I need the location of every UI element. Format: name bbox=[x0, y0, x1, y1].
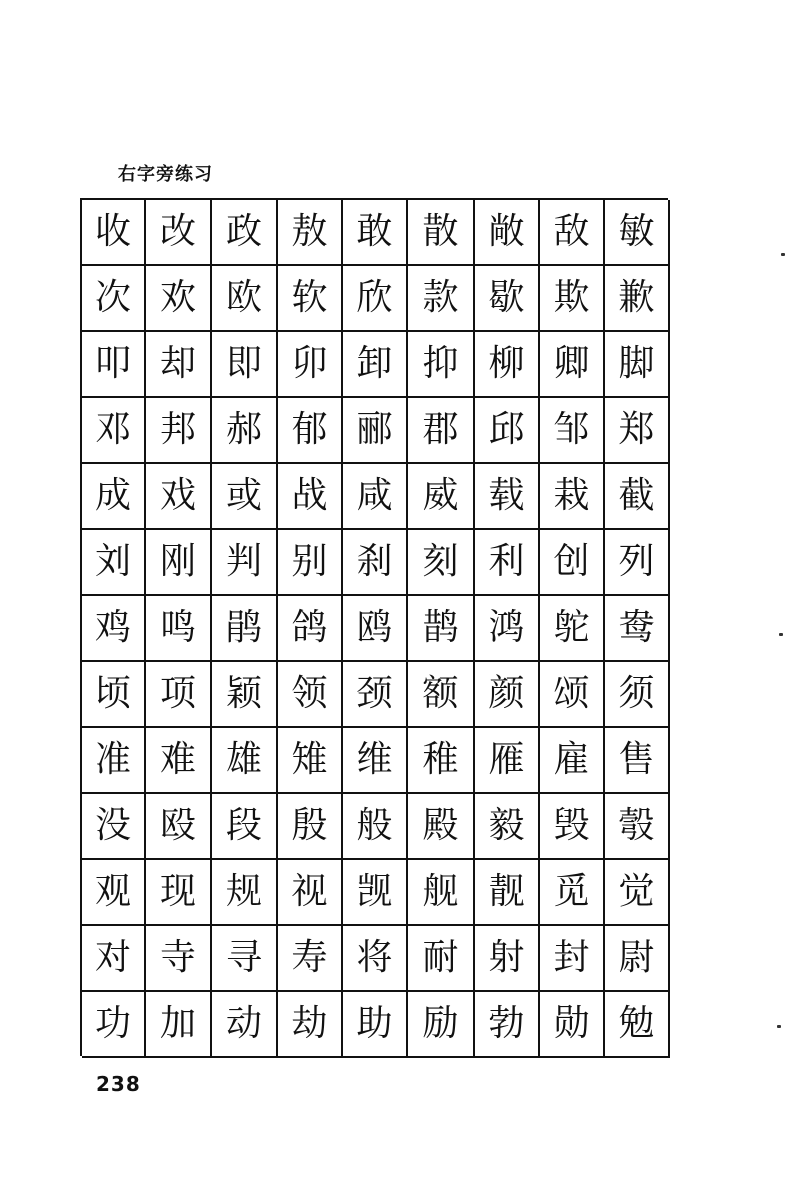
character-cell: 颈 bbox=[343, 662, 408, 728]
character-cell: 或 bbox=[212, 464, 278, 530]
character-cell: 鸡 bbox=[82, 596, 146, 662]
character-cell: 邹 bbox=[540, 398, 605, 464]
character-cell: 刚 bbox=[146, 530, 212, 596]
character-cell: 鹃 bbox=[212, 596, 278, 662]
character-cell: 创 bbox=[540, 530, 605, 596]
scan-speck bbox=[777, 1025, 781, 1028]
character-cell: 准 bbox=[82, 728, 146, 794]
character-cell: 卿 bbox=[540, 332, 605, 398]
character-cell: 别 bbox=[278, 530, 343, 596]
character-cell: 加 bbox=[146, 992, 212, 1058]
character-cell: 觊 bbox=[343, 860, 408, 926]
character-cell: 载 bbox=[475, 464, 540, 530]
character-cell: 励 bbox=[408, 992, 475, 1058]
character-cell: 舰 bbox=[408, 860, 475, 926]
character-cell: 鸥 bbox=[343, 596, 408, 662]
character-cell: 封 bbox=[540, 926, 605, 992]
character-cell: 刹 bbox=[343, 530, 408, 596]
character-cell: 没 bbox=[82, 794, 146, 860]
character-cell: 寻 bbox=[212, 926, 278, 992]
character-cell: 维 bbox=[343, 728, 408, 794]
character-cell: 领 bbox=[278, 662, 343, 728]
character-cell: 功 bbox=[82, 992, 146, 1058]
character-cell: 咸 bbox=[343, 464, 408, 530]
character-cell: 对 bbox=[82, 926, 146, 992]
character-cell: 却 bbox=[146, 332, 212, 398]
character-practice-grid bbox=[80, 198, 668, 1056]
character-cell: 鹊 bbox=[408, 596, 475, 662]
character-cell: 柳 bbox=[475, 332, 540, 398]
character-cell: 寿 bbox=[278, 926, 343, 992]
character-cell: 款 bbox=[408, 266, 475, 332]
character-cell: 刘 bbox=[82, 530, 146, 596]
character-cell: 叩 bbox=[82, 332, 146, 398]
character-cell: 项 bbox=[146, 662, 212, 728]
page-number: 238 bbox=[96, 1072, 141, 1096]
character-cell: 勋 bbox=[540, 992, 605, 1058]
character-cell: 脚 bbox=[605, 332, 670, 398]
character-cell: 改 bbox=[146, 200, 212, 266]
character-cell: 郦 bbox=[343, 398, 408, 464]
character-cell: 鸿 bbox=[475, 596, 540, 662]
character-cell: 截 bbox=[605, 464, 670, 530]
character-cell: 尉 bbox=[605, 926, 670, 992]
character-cell: 规 bbox=[212, 860, 278, 926]
character-cell: 散 bbox=[408, 200, 475, 266]
character-cell: 软 bbox=[278, 266, 343, 332]
character-cell: 鸣 bbox=[146, 596, 212, 662]
character-cell: 郑 bbox=[605, 398, 670, 464]
character-cell: 勉 bbox=[605, 992, 670, 1058]
character-cell: 郡 bbox=[408, 398, 475, 464]
character-cell: 戏 bbox=[146, 464, 212, 530]
character-cell: 刻 bbox=[408, 530, 475, 596]
character-cell: 顷 bbox=[82, 662, 146, 728]
character-cell: 段 bbox=[212, 794, 278, 860]
character-cell: 视 bbox=[278, 860, 343, 926]
character-cell: 次 bbox=[82, 266, 146, 332]
character-cell: 雉 bbox=[278, 728, 343, 794]
character-cell: 劫 bbox=[278, 992, 343, 1058]
character-cell: 收 bbox=[82, 200, 146, 266]
character-cell: 鸵 bbox=[540, 596, 605, 662]
scan-speck bbox=[781, 253, 785, 256]
character-cell: 颂 bbox=[540, 662, 605, 728]
character-cell: 般 bbox=[343, 794, 408, 860]
character-cell: 觅 bbox=[540, 860, 605, 926]
scan-speck bbox=[779, 633, 783, 636]
character-cell: 寺 bbox=[146, 926, 212, 992]
character-cell: 战 bbox=[278, 464, 343, 530]
character-cell: 敏 bbox=[605, 200, 670, 266]
character-cell: 敞 bbox=[475, 200, 540, 266]
character-cell: 鸯 bbox=[605, 596, 670, 662]
character-cell: 勃 bbox=[475, 992, 540, 1058]
character-cell: 政 bbox=[212, 200, 278, 266]
character-cell: 欣 bbox=[343, 266, 408, 332]
character-cell: 毅 bbox=[475, 794, 540, 860]
character-cell: 将 bbox=[343, 926, 408, 992]
character-cell: 鸽 bbox=[278, 596, 343, 662]
character-cell: 雄 bbox=[212, 728, 278, 794]
character-cell: 射 bbox=[475, 926, 540, 992]
character-cell: 难 bbox=[146, 728, 212, 794]
character-cell: 颜 bbox=[475, 662, 540, 728]
character-cell: 观 bbox=[82, 860, 146, 926]
page-title: 右字旁练习 bbox=[118, 164, 213, 185]
character-cell: 雁 bbox=[475, 728, 540, 794]
character-cell: 卸 bbox=[343, 332, 408, 398]
character-cell: 欢 bbox=[146, 266, 212, 332]
character-cell: 卯 bbox=[278, 332, 343, 398]
character-cell: 现 bbox=[146, 860, 212, 926]
character-cell: 邓 bbox=[82, 398, 146, 464]
character-cell: 额 bbox=[408, 662, 475, 728]
character-cell: 郁 bbox=[278, 398, 343, 464]
character-cell: 敢 bbox=[343, 200, 408, 266]
character-cell: 欧 bbox=[212, 266, 278, 332]
character-cell: 殿 bbox=[408, 794, 475, 860]
character-cell: 耐 bbox=[408, 926, 475, 992]
character-cell: 颖 bbox=[212, 662, 278, 728]
character-cell: 毁 bbox=[540, 794, 605, 860]
character-cell: 觉 bbox=[605, 860, 670, 926]
character-cell: 欺 bbox=[540, 266, 605, 332]
character-cell: 威 bbox=[408, 464, 475, 530]
character-cell: 殷 bbox=[278, 794, 343, 860]
character-cell: 靓 bbox=[475, 860, 540, 926]
character-cell: 售 bbox=[605, 728, 670, 794]
character-cell: 稚 bbox=[408, 728, 475, 794]
character-cell: 判 bbox=[212, 530, 278, 596]
character-cell: 邦 bbox=[146, 398, 212, 464]
character-cell: 须 bbox=[605, 662, 670, 728]
character-cell: 雇 bbox=[540, 728, 605, 794]
character-cell: 邱 bbox=[475, 398, 540, 464]
character-cell: 助 bbox=[343, 992, 408, 1058]
character-cell: 动 bbox=[212, 992, 278, 1058]
character-cell: 殴 bbox=[146, 794, 212, 860]
character-cell: 郝 bbox=[212, 398, 278, 464]
character-cell: 敌 bbox=[540, 200, 605, 266]
character-cell: 抑 bbox=[408, 332, 475, 398]
character-cell: 栽 bbox=[540, 464, 605, 530]
character-cell: 即 bbox=[212, 332, 278, 398]
character-cell: 成 bbox=[82, 464, 146, 530]
character-cell: 列 bbox=[605, 530, 670, 596]
character-cell: 彀 bbox=[605, 794, 670, 860]
character-cell: 利 bbox=[475, 530, 540, 596]
character-cell: 歉 bbox=[605, 266, 670, 332]
character-cell: 歇 bbox=[475, 266, 540, 332]
character-cell: 敖 bbox=[278, 200, 343, 266]
